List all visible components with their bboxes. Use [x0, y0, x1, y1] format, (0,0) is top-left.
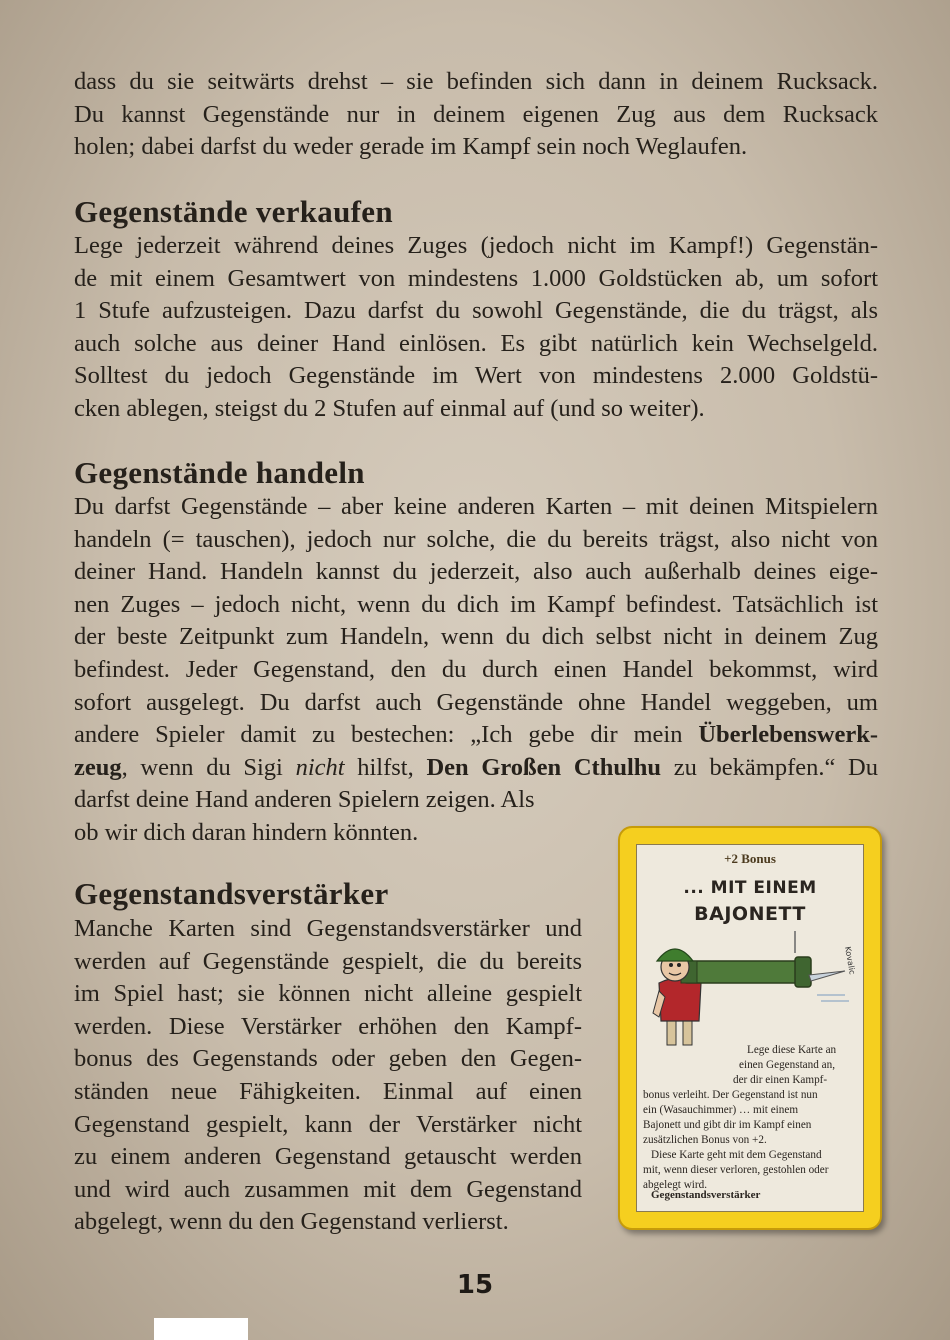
- text-line: sofort ausgelegt. Du darfst auch Gegenstände ohne Handel weggeben, um: [74, 688, 878, 716]
- text-line: Gegenstand gespielt, kann der Verstärker nicht: [74, 1110, 582, 1138]
- text-line: abgelegt, wenn du den Gegenstand verlierst.: [74, 1208, 509, 1236]
- verkaufen-paragraph: [74, 230, 878, 426]
- text-line: bonus des Gegenstands oder geben den Gegen-: [74, 1045, 582, 1073]
- heading-handeln: Gegenstände handeln: [74, 455, 365, 490]
- card-face: [636, 844, 864, 1212]
- text-line: auch solche aus deiner Hand einlösen. Es gibt natürlich kein Wechselgeld.: [74, 329, 878, 357]
- text-line: [74, 752, 878, 785]
- emphasis-italic: nicht: [295, 753, 345, 781]
- item-name-bold: Überlebenswerk-: [698, 721, 878, 749]
- text-line: und wird auch zusammen mit dem Gegenstand: [74, 1175, 582, 1203]
- text-line: handeln (= tauschen), jedoch nur solche, die du bereits trägst, also nicht von: [74, 525, 878, 553]
- text-fragment: andere Spieler damit zu bestechen: „Ich gebe dir mein: [74, 721, 699, 749]
- text-line: ständen neue Fähigkeiten. Einmal auf einen: [74, 1077, 582, 1105]
- text-line: befindest. Jeder Gegenstand, den du durch einen Handel bekommst, wird: [74, 655, 878, 683]
- artist-signature: Kovalic: [843, 945, 857, 976]
- card-type-label: Gegenstandsverstärker: [651, 1189, 761, 1201]
- card-rule-line: abgelegt wird.: [643, 1179, 707, 1191]
- text-line: werden auf Gegenstände gespielt, die du bereits: [74, 947, 582, 975]
- text-line: Du kannst Gegenstände nur in deinem eigenen Zug aus dem Rucksack: [74, 100, 878, 128]
- soldier-with-bazooka-illustration: [645, 931, 857, 1049]
- card-rule-line: einen Gegenstand an,: [739, 1059, 835, 1071]
- card-bonus: +2 Bonus: [724, 851, 776, 866]
- text-fragment: zu bekämpfen.“ Du: [661, 753, 878, 781]
- text-line: ob wir dich daran hindern könnten.: [74, 818, 419, 846]
- card-rule-line: bonus verleiht. Der Gegenstand ist nun: [643, 1089, 818, 1101]
- item-name-bold: zeug: [74, 753, 122, 781]
- verstaerker-paragraph: [74, 913, 582, 1239]
- text-line: Solltest du jedoch Gegenstände im Wert von mindestens 2.000 Goldstü-: [74, 362, 878, 390]
- text-line: cken ablegen, steigst du 2 Stufen auf einmal auf (und so weiter).: [74, 394, 705, 422]
- text-line: im Spiel hast; sie können nicht alleine gespielt: [74, 980, 582, 1008]
- text-line: dass du sie seitwärts drehst – sie befinden sich dann in deinem Rucksack.: [74, 68, 878, 95]
- card-rule-line: ein (Wasauchimmer) … mit einem: [643, 1104, 799, 1116]
- card-rule-line: mit, wenn dieser verloren, gestohlen oder: [643, 1164, 829, 1176]
- heading-verkaufen: Gegenstände verkaufen: [74, 194, 393, 229]
- page-number: 15: [456, 1270, 494, 1300]
- text-line: zu einem anderen Gegenstand getauscht werden: [74, 1143, 582, 1171]
- text-line: Du darfst Gegenstände – aber keine anderen Karten – mit deinen Mitspielern: [74, 493, 878, 520]
- card-rule-line: zusätzlichen Bonus von +2.: [643, 1134, 767, 1146]
- footer-white-box: [154, 1318, 248, 1340]
- text-fragment: , wenn du Sigi: [121, 753, 296, 781]
- card-rule-line: Diese Karte geht mit dem Gegenstand: [651, 1149, 822, 1161]
- text-fragment: hilfst,: [344, 753, 427, 781]
- text-line: deiner Hand. Handeln kannst du jederzeit, also auch außerhalb deines eige-: [74, 558, 878, 586]
- text-line: de mit einem Gesamtwert von mindestens 1.000 Goldstücken ab, um sofort: [74, 264, 878, 292]
- card-title-line: ... MIT EINEM: [683, 878, 817, 898]
- text-line: 1 Stufe aufzusteigen. Dazu darfst du sowohl Gegenstände, die du trägst, als: [74, 297, 878, 325]
- intro-paragraph: [74, 66, 878, 164]
- card-title: [637, 875, 863, 927]
- item-enhancer-card: [618, 826, 882, 1230]
- monster-name-bold: Den Großen Cthulhu: [426, 753, 662, 781]
- heading-verstaerker: Gegenstandsverstärker: [74, 876, 389, 911]
- text-line: darfst deine Hand anderen Spielern zeigen. Als: [74, 786, 535, 814]
- card-rule-line: Lege diese Karte an: [747, 1044, 837, 1056]
- text-line: [74, 719, 878, 752]
- text-line: nen Zuges – jedoch nicht, wenn du dich im Kampf befindest. Tatsächlich ist: [74, 590, 878, 618]
- card-rule-line: der dir einen Kampf-: [733, 1074, 828, 1086]
- text-line: Manche Karten sind Gegenstandsverstärker und: [74, 915, 582, 942]
- handeln-paragraph: [74, 491, 878, 850]
- card-rule-line: Bajonett und gibt dir im Kampf einen: [643, 1119, 812, 1131]
- text-line: holen; dabei darfst du weder gerade im Kampf sein noch Weglaufen.: [74, 133, 748, 161]
- card-title-line: BAJONETT: [694, 903, 806, 925]
- text-line: der beste Zeitpunkt zum Handeln, wenn du dich selbst nicht in deinem Zug: [74, 623, 878, 651]
- text-line: Lege jederzeit während deines Zuges (jedoch nicht im Kampf!) Gegenstän-: [74, 232, 878, 259]
- text-line: werden. Diese Verstärker erhöhen den Kampf-: [74, 1012, 582, 1040]
